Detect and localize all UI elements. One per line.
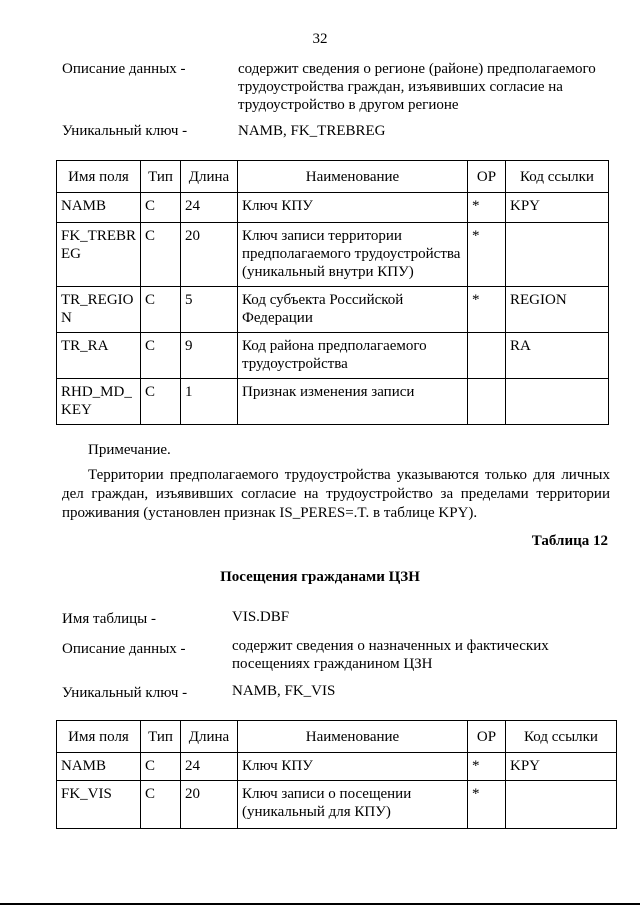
cell-name: Код района предполагаемого трудоустройства <box>238 333 468 379</box>
header-type: Тип <box>141 161 181 193</box>
desc-line: содержит сведения о назначенных и фактических <box>232 638 549 654</box>
desc-line: содержит сведения о регионе (районе) предполагаемого <box>238 61 596 77</box>
header-ref: Код ссылки <box>506 161 609 193</box>
header-name: Наименование <box>238 721 468 753</box>
fields-table-1 <box>56 160 609 425</box>
cell-ref: RA <box>506 333 609 379</box>
cell-type: C <box>141 223 181 287</box>
cell-length: 20 <box>181 781 238 829</box>
section-title: Посещения гражданами ЦЗН <box>220 569 420 585</box>
cell-name: Признак изменения записи <box>238 379 468 425</box>
cell-length: 24 <box>181 193 238 223</box>
desc-label: Описание данных - <box>62 641 186 657</box>
table-name-value: VIS.DBF <box>232 609 290 625</box>
cell-length: 9 <box>181 333 238 379</box>
table-row <box>57 193 609 223</box>
table-row <box>57 753 617 781</box>
cell-type: C <box>141 287 181 333</box>
desc-line: посещениях гражданином ЦЗН <box>232 656 433 672</box>
note-text: Территории предполагаемого трудоустройства указываются только для личных дел граждан, изъявивших согласие на трудоустройство за пределами территории проживания (установлен признак IS_PERES=.T. в таблице KPY). <box>62 467 610 521</box>
table-name-label: Имя таблицы - <box>62 611 156 627</box>
cell-length: 20 <box>181 223 238 287</box>
table-row <box>57 223 609 287</box>
header-length: Длина <box>181 721 238 753</box>
table-row <box>57 333 609 379</box>
page-number: 32 <box>312 31 328 47</box>
table-row <box>57 379 609 425</box>
cell-length: 5 <box>181 287 238 333</box>
cell-ref: KPY <box>506 753 617 781</box>
desc-value <box>238 60 618 114</box>
desc-line: трудоустройства граждан, изъявивших согласие на <box>238 79 563 95</box>
cell-ref <box>506 379 609 425</box>
cell-or: * <box>468 193 506 223</box>
key-label: Уникальный ключ - <box>62 123 188 139</box>
cell-type: C <box>141 333 181 379</box>
cell-or: * <box>468 287 506 333</box>
cell-field: RHD_MD_ KEY <box>57 379 141 425</box>
cell-name: Ключ записи территории предполагаемого трудоустройства (уникальный внутри КПУ) <box>238 223 468 287</box>
fields-table-2 <box>56 720 617 829</box>
header-or: ОР <box>468 721 506 753</box>
table-row <box>57 781 617 829</box>
cell-field: NAMB <box>57 193 141 223</box>
cell-field: NAMB <box>57 753 141 781</box>
cell-ref: KPY <box>506 193 609 223</box>
key-label: Уникальный ключ - <box>62 685 188 701</box>
cell-field: FK_TREBR EG <box>57 223 141 287</box>
cell-name: Ключ записи о посещении (уникальный для КПУ) <box>238 781 468 829</box>
cell-or: * <box>468 753 506 781</box>
cell-name: Код субъекта Российской Федерации <box>238 287 468 333</box>
table-row <box>57 287 609 333</box>
header-name: Наименование <box>238 161 468 193</box>
cell-ref <box>506 223 609 287</box>
header-or: ОР <box>468 161 506 193</box>
cell-name: Ключ КПУ <box>238 753 468 781</box>
header-ref: Код ссылки <box>506 721 617 753</box>
header-field: Имя поля <box>57 161 141 193</box>
key-value: NAMB, FK_VIS <box>232 683 336 699</box>
cell-type: C <box>141 379 181 425</box>
cell-type: C <box>141 753 181 781</box>
table-header-row <box>57 721 617 753</box>
cell-name: Ключ КПУ <box>238 193 468 223</box>
cell-length: 24 <box>181 753 238 781</box>
cell-length: 1 <box>181 379 238 425</box>
cell-or: * <box>468 781 506 829</box>
desc-label: Описание данных - <box>62 61 186 77</box>
header-field: Имя поля <box>57 721 141 753</box>
cell-ref <box>506 781 617 829</box>
desc-line: трудоустройство в другом регионе <box>238 97 459 113</box>
cell-type: C <box>141 193 181 223</box>
cell-or <box>468 333 506 379</box>
header-type: Тип <box>141 721 181 753</box>
cell-or <box>468 379 506 425</box>
key-value: NAMB, FK_TREBREG <box>238 123 386 139</box>
cell-ref: REGION <box>506 287 609 333</box>
note-title: Примечание. <box>88 442 171 458</box>
cell-type: C <box>141 781 181 829</box>
cell-field: TR_RA <box>57 333 141 379</box>
header-length: Длина <box>181 161 238 193</box>
table-label: Таблица 12 <box>531 533 608 549</box>
cell-field: TR_REGIO N <box>57 287 141 333</box>
table-header-row <box>57 161 609 193</box>
desc-value <box>232 637 612 673</box>
cell-field: FK_VIS <box>57 781 141 829</box>
cell-or: * <box>468 223 506 287</box>
